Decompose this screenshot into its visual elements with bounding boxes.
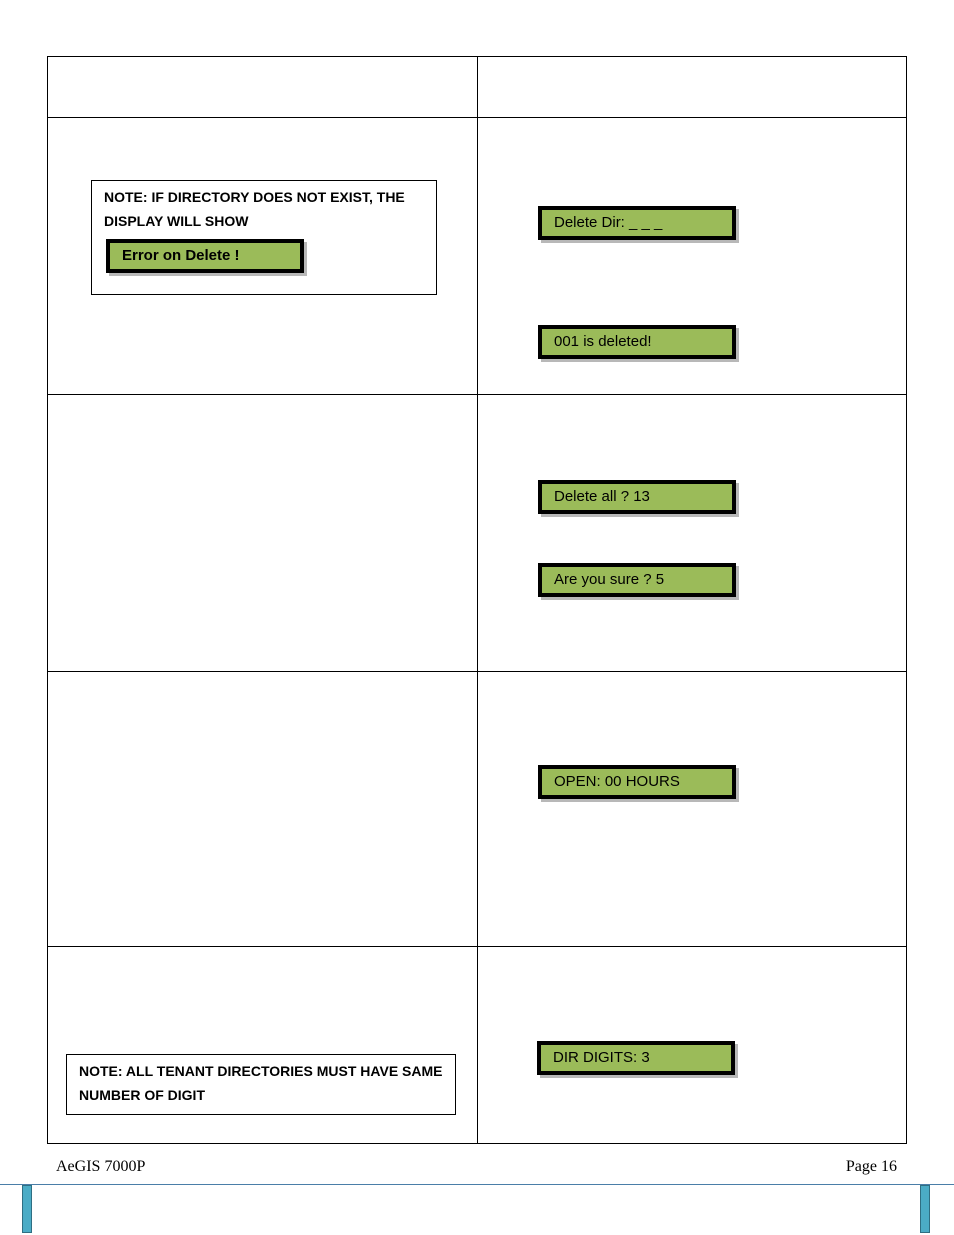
table-row-delete-directory bbox=[48, 117, 906, 395]
note-text: NOTE: IF DIRECTORY DOES NOT EXIST, THE DISPLAY WILL SHOW bbox=[104, 189, 405, 229]
table-row-dir-digits bbox=[48, 946, 906, 1143]
table-row-delete-all bbox=[48, 394, 906, 672]
table-row-open-hours bbox=[48, 671, 906, 947]
table-row-header bbox=[48, 57, 906, 118]
note-tenant-directories: NOTE: ALL TENANT DIRECTORIES MUST HAVE SAME NUMBER OF DIGIT bbox=[66, 1054, 456, 1115]
lcd-error-on-delete: Error on Delete ! bbox=[106, 239, 304, 273]
lcd-delete-dir: Delete Dir: _ _ _ bbox=[538, 206, 736, 240]
footer-page-number: Page 16 bbox=[845, 1158, 897, 1175]
footer-rule bbox=[0, 1184, 954, 1185]
lcd-are-you-sure: Are you sure ? 5 bbox=[538, 563, 736, 597]
footer-product-name: AeGIS 7000P bbox=[56, 1158, 146, 1175]
footer-accent-bar-left bbox=[22, 1185, 32, 1233]
lcd-dir-digits: DIR DIGITS: 3 bbox=[537, 1041, 735, 1075]
footer-accent-bar-right bbox=[920, 1185, 930, 1233]
lcd-open-hours: OPEN: 00 HOURS bbox=[538, 765, 736, 799]
lcd-deleted-confirmation: 001 is deleted! bbox=[538, 325, 736, 359]
procedure-table bbox=[47, 56, 907, 1144]
lcd-delete-all: Delete all ? 13 bbox=[538, 480, 736, 514]
note-directory-not-exist bbox=[91, 180, 437, 295]
